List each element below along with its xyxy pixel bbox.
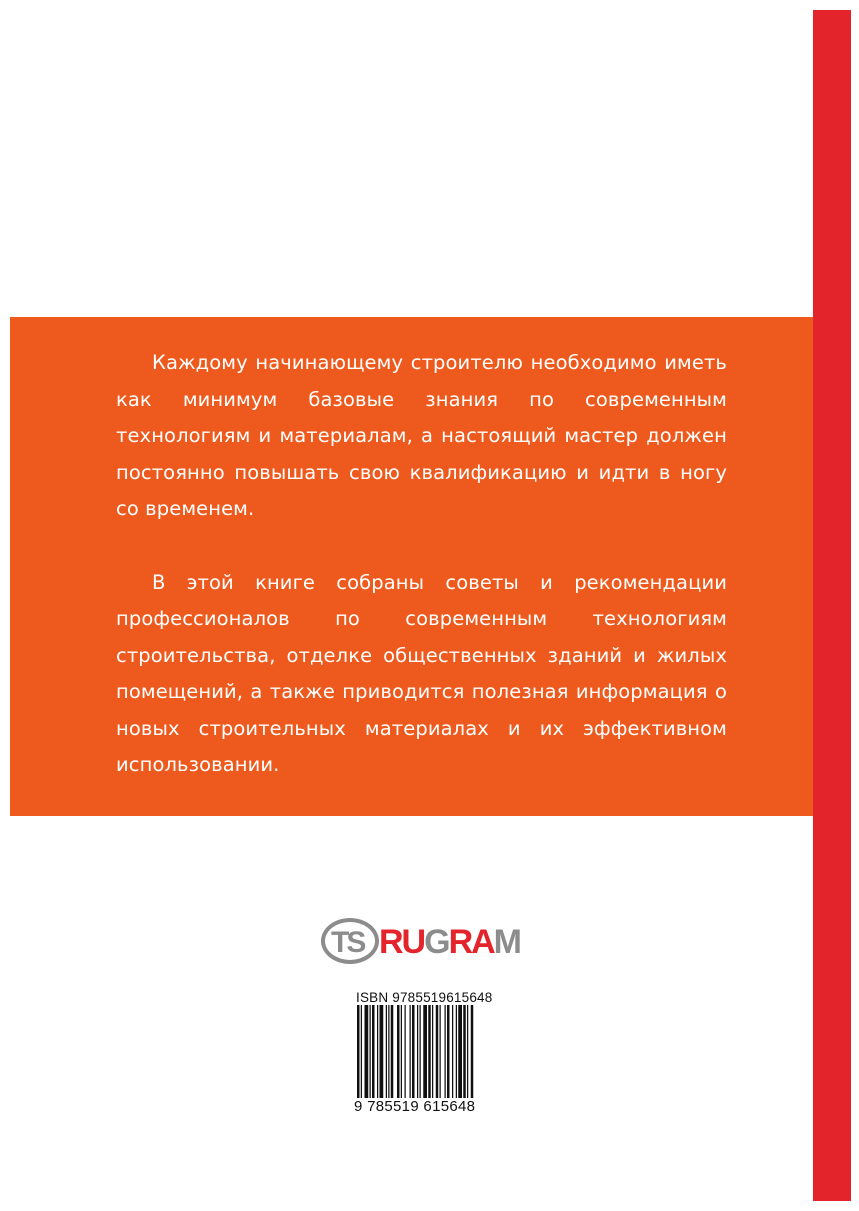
- barcode-bar: [370, 1005, 371, 1109]
- barcode-bar: [440, 1005, 441, 1109]
- annotation-panel: [10, 317, 813, 886]
- publisher-logo: [319, 911, 539, 971]
- barcode-bar: [420, 1005, 421, 1109]
- barcode-bar: [428, 1005, 431, 1109]
- barcode-bar: [377, 1005, 378, 1109]
- barcode-bar: [365, 1005, 369, 1109]
- barcode-bar: [458, 1005, 462, 1109]
- barcode-bar: [405, 1005, 406, 1109]
- barcode-bar: [463, 1005, 466, 1109]
- barcode-bar: [456, 1005, 457, 1109]
- barcode-bar: [445, 1005, 446, 1109]
- barcode-bar: [397, 1005, 400, 1109]
- annotation-paragraph-3: Данная книга будет полезна не только начинающему, но и профессиональному строителю.: [116, 826, 727, 886]
- svg-text:RUGRAM: RUGRAM: [379, 923, 520, 961]
- barcode-bar: [391, 1005, 394, 1109]
- barcode-bar: [432, 1005, 433, 1109]
- barcode-bar: [436, 1005, 439, 1109]
- barcode-bar: [357, 1005, 360, 1109]
- barcode-bar: [410, 1005, 411, 1109]
- isbn-label: ISBN 9785519615648: [356, 990, 493, 1005]
- barcode-bar: [452, 1005, 453, 1109]
- barcode-bar: [380, 1005, 384, 1109]
- barcode-bar: [417, 1005, 418, 1109]
- barcode-digits: 9 785519 615648: [354, 1098, 476, 1115]
- red-spine-stripe: [813, 10, 851, 1201]
- barcode-bar: [471, 1005, 474, 1109]
- barcode-bar: [386, 1005, 387, 1109]
- svg-text:TS: TS: [331, 926, 364, 959]
- barcode-bar: [361, 1005, 362, 1109]
- annotation-paragraph-2: В этой книге собраны советы и рекомендации профессионалов по современным технологиям строительства, отделке общественных зданий и жилых помещений, а также приводится полезная информация о новых строительных материалах и их эффективном использовании.: [116, 570, 727, 776]
- annotation-paragraph-1: Каждому начинающему строителю необходимо иметь как минимум базовые знания по современным технологиям и материалам, а настоящий мастер должен постоянно повышать свою квалификацию и идти в ногу со временем.: [116, 351, 727, 520]
- barcode-bar: [412, 1005, 415, 1109]
- barcode-bar: [447, 1005, 450, 1109]
- barcode-bar: [401, 1005, 402, 1109]
- barcode-bar: [372, 1005, 375, 1109]
- barcode-bar: [467, 1005, 468, 1109]
- barcode-bar: [388, 1005, 389, 1109]
- barcode-bar: [423, 1005, 427, 1109]
